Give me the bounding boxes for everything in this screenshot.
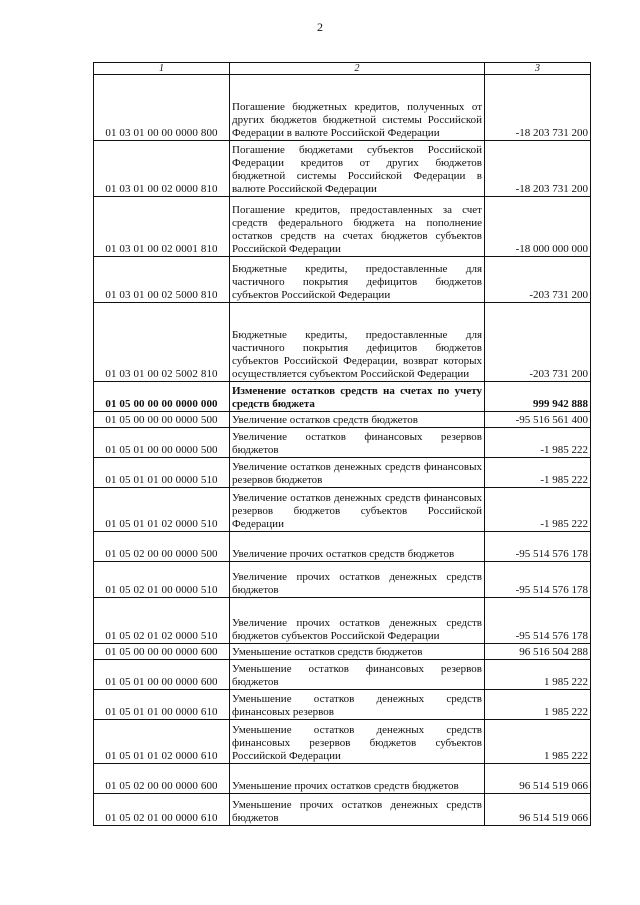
row-description-cell: Изменение остатков средств на счетах по учету средств бюджета — [230, 382, 485, 412]
table-row — [94, 562, 591, 598]
row-description-cell: Увеличение остатков денежных средств финансовых резервов бюджетов — [230, 458, 485, 488]
row-code-cell: 01 05 01 00 00 0000 500 — [94, 428, 230, 458]
row-amount-cell: 1 985 222 — [485, 720, 591, 764]
row-description-cell: Уменьшение остатков финансовых резервов бюджетов — [230, 660, 485, 690]
row-amount-cell: -1 985 222 — [485, 428, 591, 458]
row-amount-cell: 96 516 504 288 — [485, 644, 591, 660]
row-code-cell: 01 05 01 01 00 0000 510 — [94, 458, 230, 488]
table-row — [94, 412, 591, 428]
row-code-cell: 01 03 01 00 00 0000 800 — [94, 75, 230, 141]
row-amount-cell: -18 000 000 000 — [485, 197, 591, 257]
row-code-cell: 01 05 02 00 00 0000 600 — [94, 764, 230, 794]
row-code-cell: 01 03 01 00 02 5000 810 — [94, 257, 230, 303]
row-amount-cell: -203 731 200 — [485, 257, 591, 303]
row-code-cell: 01 03 01 00 02 5002 810 — [94, 303, 230, 382]
row-amount-cell: -18 203 731 200 — [485, 141, 591, 197]
table-row — [94, 488, 591, 532]
row-description-cell: Уменьшение остатков денежных средств финансовых резервов бюджетов субъектов Российской Федерации — [230, 720, 485, 764]
table-row — [94, 532, 591, 562]
table-row — [94, 794, 591, 826]
row-description-cell: Увеличение прочих остатков денежных средств бюджетов субъектов Российской Федерации — [230, 598, 485, 644]
table-row — [94, 428, 591, 458]
row-description-cell: Бюджетные кредиты, предоставленные для частичного покрытия дефицитов бюджетов субъектов Российской Федерации — [230, 257, 485, 303]
row-description-cell: Увеличение остатков денежных средств финансовых резервов бюджетов субъектов Российской Федерации — [230, 488, 485, 532]
row-amount-cell: -95 514 576 178 — [485, 532, 591, 562]
table-row — [94, 303, 591, 382]
row-amount-cell: 96 514 519 066 — [485, 794, 591, 826]
row-amount-cell: -1 985 222 — [485, 488, 591, 532]
row-code-cell: 01 05 01 01 02 0000 610 — [94, 720, 230, 764]
row-code-cell: 01 05 01 01 00 0000 610 — [94, 690, 230, 720]
table-row — [94, 458, 591, 488]
header-row — [94, 63, 591, 75]
row-amount-cell: 96 514 519 066 — [485, 764, 591, 794]
row-amount-cell: -95 514 576 178 — [485, 598, 591, 644]
row-description-cell: Увеличение остатков средств бюджетов — [230, 412, 485, 428]
table-row — [94, 598, 591, 644]
row-code-cell: 01 05 00 00 00 0000 000 — [94, 382, 230, 412]
table-row — [94, 141, 591, 197]
table-body — [94, 75, 591, 826]
table-row — [94, 382, 591, 412]
row-description-cell: Уменьшение остатков средств бюджетов — [230, 644, 485, 660]
row-code-cell: 01 03 01 00 02 0001 810 — [94, 197, 230, 257]
row-code-cell: 01 03 01 00 02 0000 810 — [94, 141, 230, 197]
table-row — [94, 660, 591, 690]
row-description-cell: Бюджетные кредиты, предоставленные для частичного покрытия дефицитов бюджетов субъектов Российской Федерации, возврат которых осуществляется субъектом Российской Федерации — [230, 303, 485, 382]
column-header-code: 1 — [94, 63, 230, 75]
row-code-cell: 01 05 00 00 00 0000 500 — [94, 412, 230, 428]
row-description-cell: Уменьшение прочих остатков средств бюджетов — [230, 764, 485, 794]
row-code-cell: 01 05 02 01 00 0000 510 — [94, 562, 230, 598]
row-amount-cell: 999 942 888 — [485, 382, 591, 412]
row-description-cell: Увеличение остатков финансовых резервов бюджетов — [230, 428, 485, 458]
row-description-cell: Уменьшение остатков денежных средств финансовых резервов — [230, 690, 485, 720]
row-amount-cell: 1 985 222 — [485, 660, 591, 690]
table-row — [94, 75, 591, 141]
budget-sources-table — [93, 62, 591, 826]
column-header-description: 2 — [230, 63, 485, 75]
row-amount-cell: 1 985 222 — [485, 690, 591, 720]
table-row — [94, 197, 591, 257]
table-row — [94, 257, 591, 303]
row-description-cell: Увеличение прочих остатков денежных средств бюджетов — [230, 562, 485, 598]
row-amount-cell: -203 731 200 — [485, 303, 591, 382]
row-description-cell: Увеличение прочих остатков средств бюджетов — [230, 532, 485, 562]
row-code-cell: 01 05 00 00 00 0000 600 — [94, 644, 230, 660]
row-amount-cell: -1 985 222 — [485, 458, 591, 488]
table-row — [94, 720, 591, 764]
row-amount-cell: -95 516 561 400 — [485, 412, 591, 428]
table-header — [94, 63, 591, 75]
row-amount-cell: -18 203 731 200 — [485, 75, 591, 141]
table-row — [94, 644, 591, 660]
row-description-cell: Погашение бюджетами субъектов Российской Федерации кредитов от других бюджетов бюджетной системы Российской Федерации в валюте Российской Федерации — [230, 141, 485, 197]
row-code-cell: 01 05 02 00 00 0000 500 — [94, 532, 230, 562]
row-code-cell: 01 05 01 00 00 0000 600 — [94, 660, 230, 690]
page-number: 2 — [317, 20, 323, 34]
row-description-cell: Уменьшение прочих остатков денежных средств бюджетов — [230, 794, 485, 826]
table-row — [94, 690, 591, 720]
row-code-cell: 01 05 02 01 02 0000 510 — [94, 598, 230, 644]
table-row — [94, 764, 591, 794]
column-header-amount: 3 — [485, 63, 591, 75]
row-code-cell: 01 05 01 01 02 0000 510 — [94, 488, 230, 532]
row-code-cell: 01 05 02 01 00 0000 610 — [94, 794, 230, 826]
row-description-cell: Погашение бюджетных кредитов, полученных от других бюджетов бюджетной системы Российской Федерации в валюте Российской Федерации — [230, 75, 485, 141]
row-amount-cell: -95 514 576 178 — [485, 562, 591, 598]
row-description-cell: Погашение кредитов, предоставленных за счет средств федерального бюджета на пополнение остатков средств на счетах бюджетов субъектов Российской Федерации — [230, 197, 485, 257]
